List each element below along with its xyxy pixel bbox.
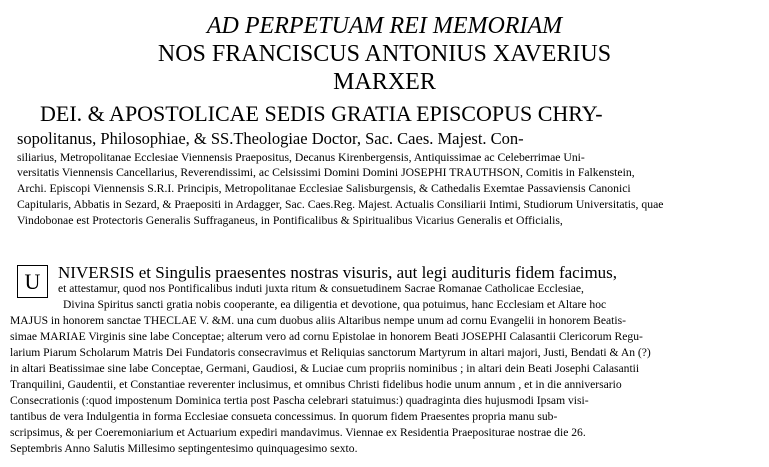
- titles-line: siliarius, Metropolitanae Ecclesiae Viennensis Praepositus, Decanus Kirenbergensis, Antiquissimae ac Celeberrimae Uni-: [17, 151, 585, 164]
- body-line: et attestamur, quod nos Pontificalibus induti juxta ritum & consuetudinem Sacrae Romanae Catholicae Ecclesiae,: [58, 282, 584, 295]
- episcopal-subtitle-line: sopolitanus, Philosophiae, & SS.Theologiae Doctor, Sac. Caes. Majest. Con-: [17, 129, 524, 148]
- titles-line: Archi. Episcopi Viennensis S.R.I. Principis, Metropolitanae Ecclesiae Salisburgensis, & Cathedalis Exemtae Passaviensis Canonici: [17, 182, 631, 195]
- body-line: Septembris Anno Salutis Millesimo septingentesimo quinquagesimo sexto.: [10, 442, 358, 455]
- body-line: Tranquilini, Gaudentii, et Constantiae reverenter inclusimus, et omnibus Christi fidelibus hodie unum annum , et in die anniversario: [10, 378, 622, 391]
- body-line: MAJUS in honorem sanctae THECLAE V. &M. una cum duobus aliis Altaribus nempe unum ad cornu Evangelii in honorem Beatis-: [10, 314, 626, 327]
- body-line: tantibus de vera Indulgentia in forma Ecclesiae consueta concessimus. In quorum fidem Praesentes propria manu sub-: [10, 410, 558, 423]
- bishop-name-line-2: MARXER: [333, 69, 436, 95]
- body-line: Consecrationis (:quod impostenum Dominica tertia post Pascha celebrari statuimus:) quadraginta dies hujusmodi Ipsam visi-: [10, 394, 589, 407]
- body-line: scripsimus, & per Coeremoniarium et Actuarium expediri mandavimus. Viennae ex Residentia Praepositurae nostrae die 26.: [10, 426, 586, 439]
- titles-line: versitatis Viennensis Cancellarius, Reverendissimi, ac Celsissimi Domini Domini JOSEPHI TRAUTHSON, Comitis in Falkenstein,: [17, 166, 635, 179]
- titles-line: Vindobonae est Protectoris Generalis Suffraganeus, in Pontificalibus & Spiritualibus Vicarius Generalis et Officialis,: [17, 214, 563, 227]
- incipit-line: NIVERSIS et Singulis praesentes nostras visuris, aut legi audituris fidem facimus,: [58, 263, 618, 282]
- body-line: simae MARIAE Virginis sine labe Conceptae; alterum vero ad cornu Epistolae in honorem Beati JOSEPHI Calasantii Clericorum Regu-: [10, 330, 643, 343]
- motto-heading: AD PERPETUAM REI MEMORIAM: [206, 13, 563, 39]
- bishop-name-line-1: NOS FRANCISCUS ANTONIUS XAVERIUS: [157, 41, 612, 67]
- body-line: in altari Beatissimae sine labe Conceptae, Germani, Gaudiosi, & Luciae cum propriis nominibus ; in altari dein Beati Josephi Calasantii: [10, 362, 640, 375]
- episcopal-title-line: DEI. & APOSTOLICAE SEDIS GRATIA EPISCOPUS CHRY-: [40, 101, 603, 126]
- body-line: Divina Spiritus sancti gratia nobis cooperante, ea diligentia et devotione, qua potuimus, hanc Ecclesiam et Altare hoc: [63, 298, 607, 311]
- titles-line: Capitularis, Abbatis in Sezard, & Praepositi in Ardagger, Sac. Caes.Reg. Majest. Actualis Consiliarii Intimi, Studiorum Universitatis, quae: [17, 198, 664, 211]
- drop-cap-initial: U: [17, 265, 48, 298]
- body-line: larium Piarum Scholarum Matris Dei Fundatoris consecravimus et Reliquias sanctorum Martyrum in altari majori, Justi, Bendati & An (?): [10, 346, 651, 359]
